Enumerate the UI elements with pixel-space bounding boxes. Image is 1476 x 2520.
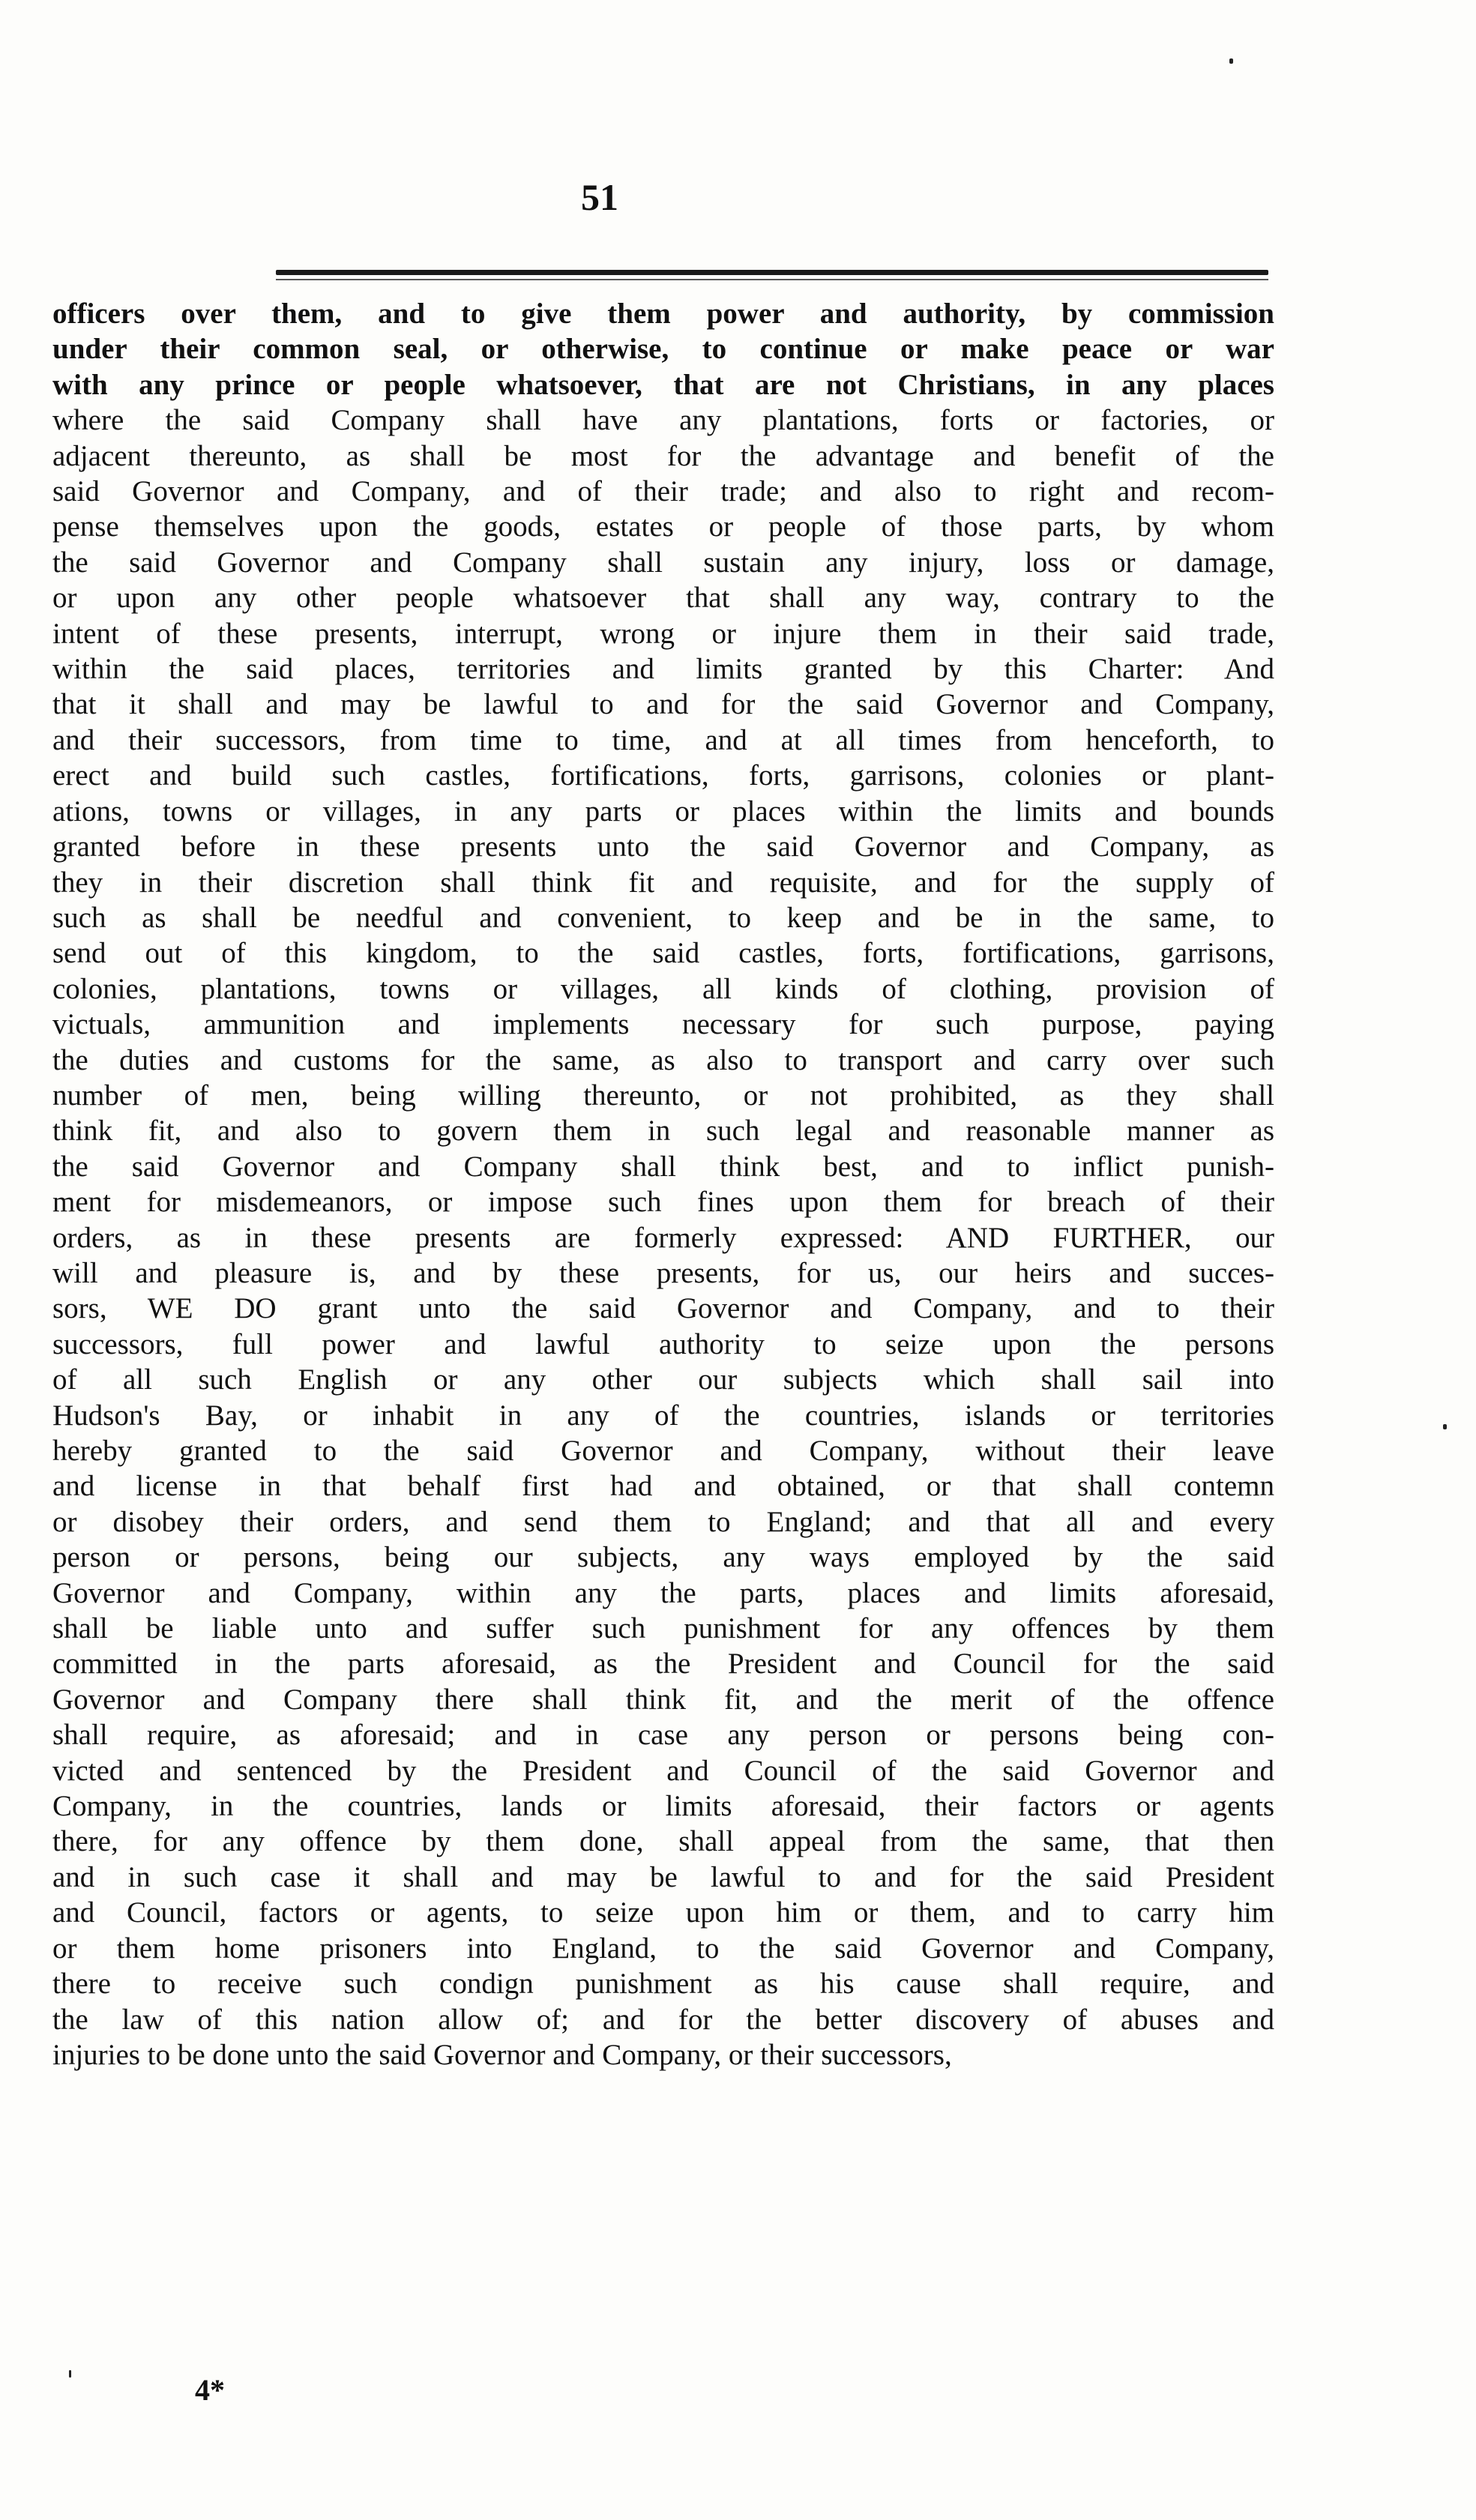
- text-line: person or persons, being our subjects, any ways employed by the said: [52, 1541, 1274, 1574]
- text-line: or disobey their orders, and send them to England; and that all and every: [52, 1505, 1274, 1538]
- text-line: think fit, and also to govern them in such legal and reasonable manner as: [52, 1115, 1274, 1148]
- page-number: 51: [581, 176, 618, 218]
- ink-speck: [1443, 1424, 1447, 1429]
- text-line: and license in that behalf first had and obtained, or that shall contemn: [52, 1470, 1274, 1503]
- text-line: and Council, factors or agents, to seize upon him or them, and to carry him: [52, 1896, 1274, 1929]
- text-line: successors, full power and lawful authority to seize upon the persons: [52, 1327, 1274, 1360]
- text-line: send out of this kingdom, to the said castles, forts, fortifications, garrisons,: [52, 937, 1274, 970]
- text-line: Governor and Company there shall think fit, and the merit of the offence: [52, 1683, 1274, 1716]
- text-line: victed and sentenced by the President and Council of the said Governor and: [52, 1754, 1274, 1787]
- text-line: ations, towns or villages, in any parts or places within the limits and bounds: [52, 795, 1274, 828]
- text-line: adjacent thereunto, as shall be most for the advantage and benefit of the: [52, 439, 1274, 472]
- text-line: granted before in these presents unto the said Governor and Company, as: [52, 831, 1274, 863]
- ink-speck: [1229, 58, 1233, 64]
- text-line: pense themselves upon the goods, estates or people of those parts, by whom: [52, 510, 1274, 543]
- ink-speck: [69, 2370, 71, 2378]
- text-line: Governor and Company, within any the parts, places and limits aforesaid,: [52, 1576, 1274, 1609]
- text-line: number of men, being willing thereunto, or not prohibited, as they shall: [52, 1079, 1274, 1112]
- text-line: hereby granted to the said Governor and Company, without their leave: [52, 1435, 1274, 1467]
- text-line: shall be liable unto and suffer such punishment for any offences by them: [52, 1612, 1274, 1645]
- text-line: colonies, plantations, towns or villages, all kinds of clothing, provision of: [52, 972, 1274, 1005]
- text-line: committed in the parts aforesaid, as the President and Council for the said: [52, 1648, 1274, 1680]
- text-line: the said Governor and Company shall sustain any injury, loss or damage,: [52, 546, 1274, 579]
- header-rule-thin: [276, 279, 1268, 280]
- text-line: ment for misdemeanors, or impose such fines upon them for breach of their: [52, 1186, 1274, 1219]
- text-line: the duties and customs for the same, as also to transport and carry over such: [52, 1043, 1274, 1076]
- text-line: shall require, as aforesaid; and in case any person or persons being con-: [52, 1719, 1274, 1752]
- body-text: [52, 296, 1274, 2073]
- text-line: within the said places, territories and limits granted by this Charter: And: [52, 653, 1274, 686]
- text-line: officers over them, and to give them power and authority, by commission: [52, 298, 1274, 330]
- text-line: or upon any other people whatsoever that shall any way, contrary to the: [52, 582, 1274, 615]
- text-line: will and pleasure is, and by these presents, for us, our heirs and succes-: [52, 1256, 1274, 1289]
- text-line: sors, WE DO grant unto the said Governor and Company, and to their: [52, 1292, 1274, 1325]
- text-line: injuries to be done unto the said Governor and Company, or their successors,: [52, 2038, 952, 2071]
- text-line: orders, as in these presents are formerly expressed: AND FURTHER, our: [52, 1221, 1274, 1254]
- text-line: of all such English or any other our subjects which shall sail into: [52, 1363, 1274, 1396]
- text-line: there to receive such condign punishment as his cause shall require, and: [52, 1968, 1274, 2001]
- text-line: or them home prisoners into England, to the said Governor and Company,: [52, 1932, 1274, 1965]
- text-line: they in their discretion shall think fit and requisite, and for the supply of: [52, 866, 1274, 899]
- text-line: victuals, ammunition and implements necessary for such purpose, paying: [52, 1008, 1274, 1041]
- text-line: with any prince or people whatsoever, that are not Christians, in any places: [52, 368, 1274, 401]
- text-line: such as shall be needful and convenient, to keep and be in the same, to: [52, 901, 1274, 934]
- header-rule: [276, 270, 1268, 275]
- text-line: erect and build such castles, fortifications, forts, garrisons, colonies or plant-: [52, 759, 1274, 792]
- text-line: there, for any offence by them done, shall appeal from the same, that then: [52, 1825, 1274, 1858]
- text-line: the law of this nation allow of; and for the better discovery of abuses and: [52, 2003, 1274, 2036]
- text-line: and in such case it shall and may be lawful to and for the said President: [52, 1860, 1274, 1893]
- text-line: Hudson's Bay, or inhabit in any of the countries, islands or territories: [52, 1399, 1274, 1432]
- catchword: 4*: [195, 2373, 225, 2407]
- text-line: that it shall and may be lawful to and for the said Governor and Company,: [52, 688, 1274, 721]
- text-line: where the said Company shall have any plantations, forts or factories, or: [52, 404, 1274, 437]
- text-line: the said Governor and Company shall think best, and to inflict punish-: [52, 1150, 1274, 1183]
- text-line: Company, in the countries, lands or limits aforesaid, their factors or agents: [52, 1790, 1274, 1823]
- text-line: said Governor and Company, and of their trade; and also to right and recom-: [52, 475, 1274, 508]
- text-line: under their common seal, or otherwise, to continue or make peace or war: [52, 333, 1274, 366]
- text-line: intent of these presents, interrupt, wrong or injure them in their said trade,: [52, 617, 1274, 650]
- text-line: and their successors, from time to time, and at all times from henceforth, to: [52, 723, 1274, 756]
